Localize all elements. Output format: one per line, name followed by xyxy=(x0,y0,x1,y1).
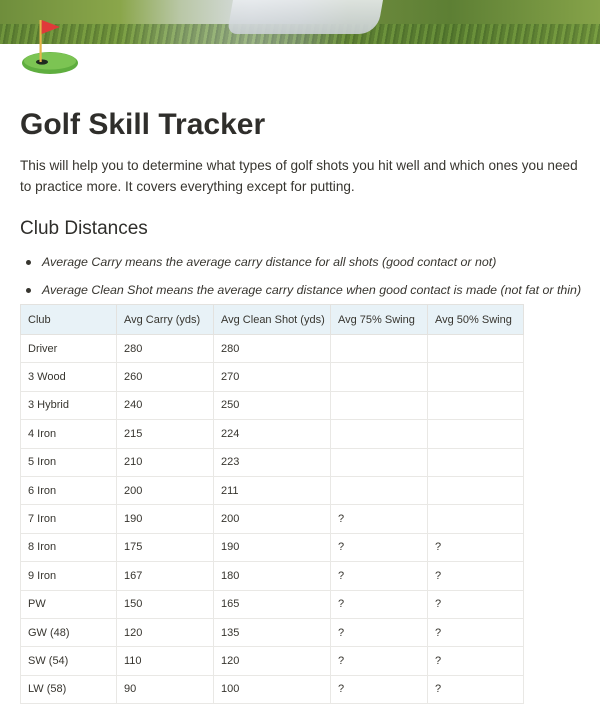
club-cell[interactable]: 3 Hybrid xyxy=(21,391,117,419)
avg-50-swing-cell[interactable]: ? xyxy=(428,647,524,675)
avg-clean-shot-cell[interactable]: 165 xyxy=(214,590,331,618)
note-item xyxy=(20,248,595,276)
avg-carry-cell[interactable]: 200 xyxy=(117,476,214,504)
avg-carry-cell[interactable]: 210 xyxy=(117,448,214,476)
avg-75-swing-cell[interactable] xyxy=(331,363,428,391)
table-header-row xyxy=(21,305,524,335)
golf-flag-icon[interactable] xyxy=(20,14,84,78)
avg-50-swing-cell[interactable] xyxy=(428,448,524,476)
avg-clean-shot-cell[interactable]: 190 xyxy=(214,533,331,561)
avg-carry-cell[interactable]: 280 xyxy=(117,335,214,363)
avg-50-swing-cell[interactable] xyxy=(428,420,524,448)
avg-carry-cell[interactable]: 190 xyxy=(117,505,214,533)
club-cell[interactable]: GW (48) xyxy=(21,618,117,646)
avg-clean-shot-cell[interactable]: 180 xyxy=(214,562,331,590)
avg-clean-shot-cell[interactable]: 223 xyxy=(214,448,331,476)
avg-50-swing-cell[interactable]: ? xyxy=(428,562,524,590)
avg-50-swing-cell[interactable] xyxy=(428,335,524,363)
column-header-avg-50-swing[interactable]: Avg 50% Swing xyxy=(428,305,524,335)
table-row xyxy=(21,476,524,504)
club-cell[interactable]: 4 Iron xyxy=(21,420,117,448)
avg-75-swing-cell[interactable]: ? xyxy=(331,590,428,618)
table-row xyxy=(21,391,524,419)
avg-50-swing-cell[interactable] xyxy=(428,363,524,391)
intro-text: This will help you to determine what types of golf shots you hit well and which ones you need to practice more. It covers everything except for putting. xyxy=(20,158,578,194)
note-text: Average Clean Shot means the average carry distance when good contact is made (not fat or thin) xyxy=(42,283,582,297)
bullet-icon xyxy=(26,288,31,293)
avg-carry-cell[interactable]: 90 xyxy=(117,675,214,703)
avg-clean-shot-cell[interactable]: 270 xyxy=(214,363,331,391)
page-title: Golf Skill Tracker xyxy=(20,108,266,141)
avg-50-swing-cell[interactable]: ? xyxy=(428,590,524,618)
club-distances-table[interactable] xyxy=(20,304,524,704)
avg-clean-shot-cell[interactable]: 224 xyxy=(214,420,331,448)
club-cell[interactable]: 3 Wood xyxy=(21,363,117,391)
club-cell[interactable]: PW xyxy=(21,590,117,618)
avg-75-swing-cell[interactable] xyxy=(331,476,428,504)
avg-carry-cell[interactable]: 120 xyxy=(117,618,214,646)
avg-75-swing-cell[interactable]: ? xyxy=(331,562,428,590)
avg-50-swing-cell[interactable]: ? xyxy=(428,618,524,646)
avg-clean-shot-cell[interactable]: 280 xyxy=(214,335,331,363)
avg-carry-cell[interactable]: 150 xyxy=(117,590,214,618)
cover-club-head xyxy=(227,0,383,34)
column-header-club[interactable]: Club xyxy=(21,305,117,335)
club-cell[interactable]: 5 Iron xyxy=(21,448,117,476)
avg-50-swing-cell[interactable] xyxy=(428,476,524,504)
avg-carry-cell[interactable]: 240 xyxy=(117,391,214,419)
table-row xyxy=(21,363,524,391)
table-row xyxy=(21,533,524,561)
club-cell[interactable]: 8 Iron xyxy=(21,533,117,561)
avg-clean-shot-cell[interactable]: 250 xyxy=(214,391,331,419)
avg-clean-shot-cell[interactable]: 100 xyxy=(214,675,331,703)
avg-carry-cell[interactable]: 167 xyxy=(117,562,214,590)
column-header-avg-clean-shot[interactable]: Avg Clean Shot (yds) xyxy=(214,305,331,335)
table-row xyxy=(21,420,524,448)
table-row xyxy=(21,618,524,646)
section-heading: Club Distances xyxy=(20,218,148,239)
avg-carry-cell[interactable]: 110 xyxy=(117,647,214,675)
notes-list xyxy=(20,248,595,304)
club-cell[interactable]: 9 Iron xyxy=(21,562,117,590)
avg-75-swing-cell[interactable]: ? xyxy=(331,647,428,675)
club-cell[interactable]: 7 Iron xyxy=(21,505,117,533)
table-row xyxy=(21,335,524,363)
avg-75-swing-cell[interactable]: ? xyxy=(331,533,428,561)
table-row xyxy=(21,675,524,703)
club-cell[interactable]: Driver xyxy=(21,335,117,363)
avg-carry-cell[interactable]: 215 xyxy=(117,420,214,448)
table-row xyxy=(21,562,524,590)
avg-50-swing-cell[interactable]: ? xyxy=(428,675,524,703)
avg-clean-shot-cell[interactable]: 211 xyxy=(214,476,331,504)
avg-clean-shot-cell[interactable]: 200 xyxy=(214,505,331,533)
avg-carry-cell[interactable]: 260 xyxy=(117,363,214,391)
avg-75-swing-cell[interactable]: ? xyxy=(331,675,428,703)
avg-75-swing-cell[interactable] xyxy=(331,335,428,363)
club-cell[interactable]: 6 Iron xyxy=(21,476,117,504)
avg-75-swing-cell[interactable]: ? xyxy=(331,505,428,533)
table-row xyxy=(21,590,524,618)
avg-50-swing-cell[interactable]: ? xyxy=(428,533,524,561)
avg-50-swing-cell[interactable] xyxy=(428,391,524,419)
bullet-icon xyxy=(26,260,31,265)
table-row xyxy=(21,448,524,476)
avg-75-swing-cell[interactable] xyxy=(331,420,428,448)
avg-clean-shot-cell[interactable]: 135 xyxy=(214,618,331,646)
cover-image xyxy=(0,0,600,44)
table-row xyxy=(21,647,524,675)
avg-clean-shot-cell[interactable]: 120 xyxy=(214,647,331,675)
avg-75-swing-cell[interactable] xyxy=(331,448,428,476)
avg-75-swing-cell[interactable]: ? xyxy=(331,618,428,646)
note-text: Average Carry means the average carry distance for all shots (good contact or not) xyxy=(42,255,497,269)
club-cell[interactable]: SW (54) xyxy=(21,647,117,675)
avg-50-swing-cell[interactable] xyxy=(428,505,524,533)
avg-75-swing-cell[interactable] xyxy=(331,391,428,419)
table-row xyxy=(21,505,524,533)
column-header-avg-75-swing[interactable]: Avg 75% Swing xyxy=(331,305,428,335)
note-item xyxy=(20,276,595,304)
column-header-avg-carry[interactable]: Avg Carry (yds) xyxy=(117,305,214,335)
club-cell[interactable]: LW (58) xyxy=(21,675,117,703)
avg-carry-cell[interactable]: 175 xyxy=(117,533,214,561)
